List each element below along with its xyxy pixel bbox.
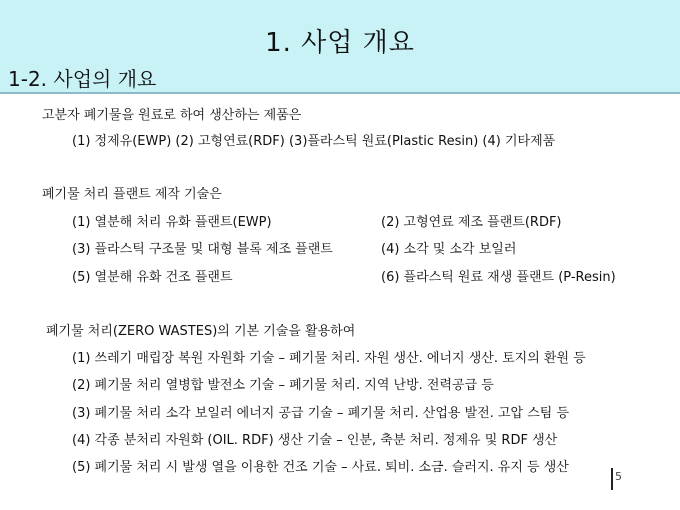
plant-item: (4) 소각 및 소각 보일러 bbox=[381, 242, 517, 257]
plant-item: (6) 플라스틱 원료 재생 플랜트 (P-Resin) bbox=[381, 270, 616, 285]
zero-waste-item: (3) 폐기물 처리 소각 보일러 에너지 공급 기술 – 폐기물 처리. 산업용 발전. 고압 스팀 등 bbox=[72, 406, 570, 421]
zero-waste-item: (5) 폐기물 처리 시 발생 열을 이용한 건조 기술 – 사료. 퇴비. 소금. 슬러지. 유지 등 생산 bbox=[72, 460, 569, 475]
title-divider bbox=[0, 92, 680, 94]
products-list: (1) 정제유(EWP) (2) 고형연료(RDF) (3)플라스틱 원료(Plastic Resin) (4) 기타제품 bbox=[72, 134, 556, 149]
zero-waste-item: (4) 각종 분처리 자원화 (OIL. RDF) 생산 기술 – 인분, 축분 처리. 정제유 및 RDF 생산 bbox=[72, 433, 558, 448]
zero-waste-item: (2) 폐기물 처리 열병합 발전소 기술 – 폐기물 처리. 지역 난방. 전력공급 등 bbox=[72, 378, 494, 393]
slide-title: 1. 사업 개요 bbox=[265, 28, 415, 58]
plant-item: (1) 열분해 처리 유화 플랜트(EWP) bbox=[72, 215, 272, 230]
page-number: 5 bbox=[615, 470, 622, 483]
section-subtitle: 1-2. 사업의 개요 bbox=[8, 67, 157, 91]
plant-item: (2) 고형연료 제조 플랜트(RDF) bbox=[381, 215, 562, 230]
plant-item: (3) 플라스틱 구조물 및 대형 블록 제조 플랜트 bbox=[72, 242, 333, 257]
text-cursor-bar bbox=[611, 468, 613, 490]
products-heading: 고분자 폐기물을 원료로 하여 생산하는 제품은 bbox=[42, 108, 302, 123]
zero-waste-heading: 폐기물 처리(ZERO WASTES)의 기본 기술을 활용하여 bbox=[46, 324, 356, 339]
plant-item: (5) 열분해 유화 건조 플랜트 bbox=[72, 270, 233, 285]
plant-tech-heading: 폐기물 처리 플랜트 제작 기술은 bbox=[42, 187, 222, 202]
zero-waste-item: (1) 쓰레기 매립장 복원 자원화 기술 – 폐기물 처리. 자원 생산. 에너지 생산. 토지의 환원 등 bbox=[72, 351, 586, 366]
